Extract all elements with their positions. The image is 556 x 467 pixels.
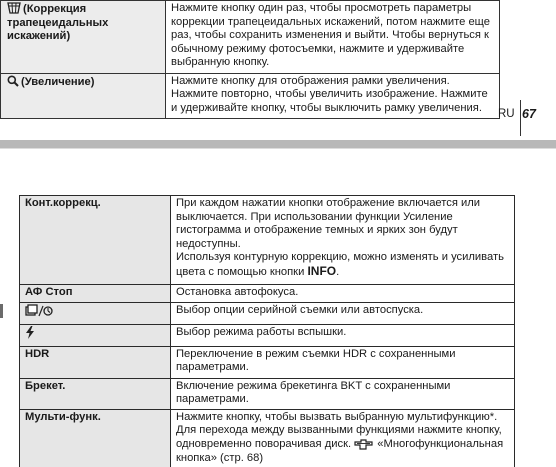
- table-row: [20, 378, 515, 409]
- flash-description: Выбор режима работы вспышки.: [171, 324, 515, 346]
- hdr-label: HDR: [20, 346, 171, 378]
- table-row: [1, 1, 500, 74]
- hdr-description: Переключение в режим съемки HDR с сохраненными параметрами.: [171, 346, 515, 378]
- table-row: [20, 324, 515, 346]
- page-reference-icon: [354, 439, 374, 450]
- page-separator-edge: [0, 148, 556, 149]
- table-row: [20, 285, 515, 303]
- keystone-description: Нажмите кнопку один раз, чтобы просмотреть параметры коррекции трапецеидальных искажений, потом нажмите еще раз, чтобы сохранить изменения и выйти. Чтобы вернуться к обычному режиму фотосъемки, нажмите и удерживайте выбранную кнопку.: [166, 1, 500, 74]
- footer-divider: [520, 100, 521, 136]
- contour-text-2: Используя контурную коррекцию, можно изменять и усиливать цвета с помощью кнопки: [176, 251, 504, 278]
- page-number: 67: [522, 107, 536, 121]
- contour-text-1: При каждом нажатии кнопки отображение включается или выключается. При использовании функции Усиление гистограмма и отображение темных и ярких зон будут недоступны.: [176, 197, 481, 250]
- af-stop-label: АФ Стоп: [20, 285, 171, 303]
- contour-text-end: .: [336, 265, 340, 278]
- bottom-function-table: [19, 195, 515, 467]
- table-row: [20, 196, 515, 285]
- keystone-label-cell: [1, 1, 166, 74]
- language-code: RU: [498, 108, 515, 120]
- table-row: [20, 409, 515, 467]
- page-footer: [496, 100, 556, 140]
- table-row: [20, 302, 515, 324]
- bracketing-label: Брекет.: [20, 378, 171, 409]
- flash-icon: [25, 326, 35, 339]
- multi-function-label: Мульти-функ.: [20, 409, 171, 467]
- drive-label-cell: [20, 302, 171, 324]
- table-row: [20, 346, 515, 378]
- top-function-table: [0, 0, 500, 119]
- magnify-label-cell: [1, 73, 166, 119]
- page-separator: [0, 140, 556, 148]
- multi-function-reference: «Многофункциональная кнопка» (стр. 68): [176, 437, 504, 464]
- flash-label-cell: [20, 324, 171, 346]
- contour-description: [171, 196, 515, 285]
- info-button-label: INFO: [307, 263, 337, 278]
- magnify-label: (Увеличение): [21, 75, 95, 88]
- multi-function-description: [171, 409, 515, 467]
- table-row: [1, 73, 500, 119]
- af-stop-description: Остановка автофокуса.: [171, 285, 515, 303]
- keystone-icon: [7, 2, 21, 14]
- magnify-icon: [7, 75, 19, 87]
- magnify-description: Нажмите кнопку для отображения рамки увеличения. Нажмите повторно, чтобы увеличить изображение. Нажмите и удерживайте кнопку, чтобы выключить рамку увеличения.: [166, 73, 500, 119]
- bracketing-description: Включение режима брекетинга BKT с сохраненными параметрами.: [171, 378, 515, 409]
- sequential-self-timer-icon: [25, 304, 53, 318]
- keystone-label: (Коррекция трапецеидальных искажений): [7, 3, 109, 42]
- margin-mark: [0, 304, 3, 318]
- multi-function-text: Нажмите кнопку, чтобы вызвать выбранную мультифункцию*. Для перехода между вызванными функциями нажмите кнопку, одновременно поворачивая диск.: [176, 410, 502, 450]
- contour-label: Конт.коррекц.: [20, 196, 171, 285]
- drive-description: Выбор опции серийной съемки или автоспуска.: [171, 302, 515, 324]
